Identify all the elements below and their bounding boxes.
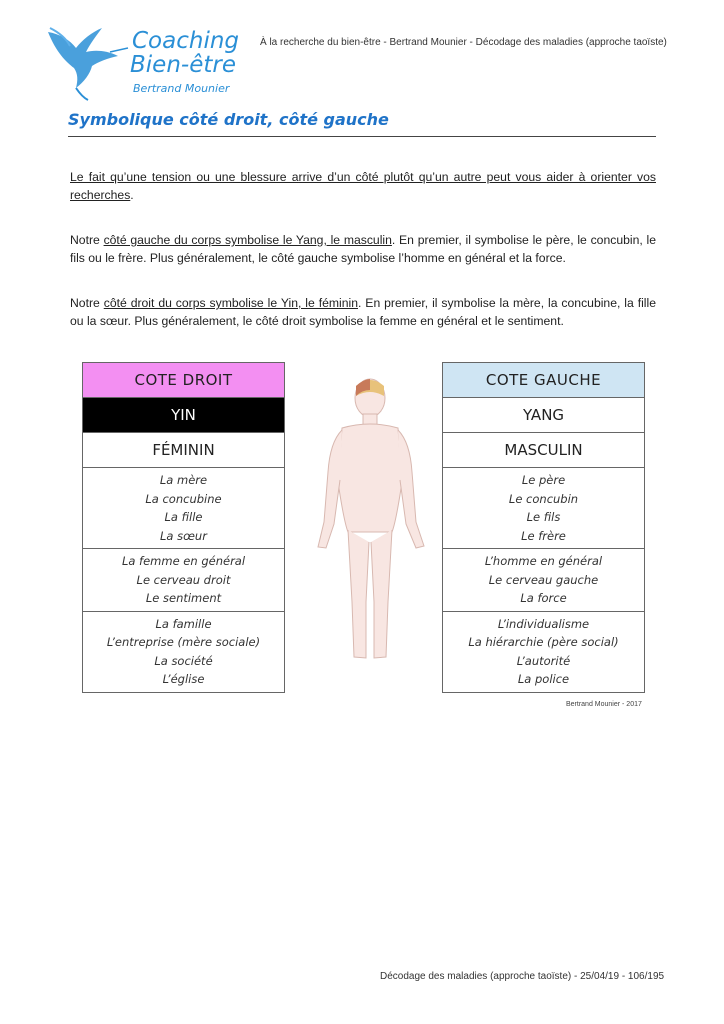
left-side-underlined: côté gauche du corps symbolise le Yang, le masculin <box>103 233 392 247</box>
list-item: La sœur <box>160 528 207 543</box>
table-principle-yang: YANG <box>443 398 644 433</box>
list-item: L’individualisme <box>497 616 590 631</box>
list-item: Le frère <box>521 528 566 543</box>
logo-text-coaching: Coaching <box>132 28 240 54</box>
table-gender-masculin: MASCULIN <box>443 433 644 468</box>
list-item: Le cerveau droit <box>136 572 231 587</box>
list-item: La fille <box>164 510 203 524</box>
table-group-family-roles <box>443 468 644 549</box>
running-header: À la recherche du bien-être - Bertrand Mounier - Décodage des maladies (approche taoïste) <box>260 37 667 48</box>
table-cote-gauche <box>442 362 645 693</box>
list-item: La famille <box>155 616 212 631</box>
list-item: L’homme en général <box>484 554 603 568</box>
list-item: La police <box>517 672 570 686</box>
list-item: L’autorité <box>516 653 571 668</box>
page-title: Symbolique côté droit, côté gauche <box>68 110 389 129</box>
table-group-general <box>443 549 644 612</box>
hummingbird-icon <box>40 22 130 102</box>
list-item: L’église <box>162 672 205 686</box>
table-group-social <box>83 612 284 692</box>
table-group-social <box>443 612 644 692</box>
page-footer: Décodage des maladies (approche taoïste) - 25/04/19 - 106/195 <box>380 971 665 982</box>
logo-text-author: Bertrand Mounier <box>133 82 230 95</box>
list-item: Le sentiment <box>145 591 222 605</box>
logo-text-bien-etre: Bien-être <box>130 52 236 78</box>
table-header-droit: COTE DROIT <box>83 363 284 398</box>
list-item: La société <box>154 653 213 668</box>
right-side-underlined: côté droit du corps symbolise le Yin, le féminin <box>103 296 358 310</box>
list-item: La femme en général <box>121 554 246 568</box>
title-divider <box>68 136 656 137</box>
table-group-family-roles <box>83 468 284 549</box>
list-item: Le cerveau gauche <box>488 572 599 587</box>
list-item: La hiérarchie (père social) <box>468 635 619 649</box>
list-item: Le concubin <box>508 491 579 506</box>
list-item: La force <box>520 591 567 605</box>
right-side-prefix: Notre <box>70 296 104 310</box>
list-item: La concubine <box>145 491 222 506</box>
table-principle-yin: YIN <box>83 398 284 433</box>
list-item: La mère <box>159 473 208 487</box>
table-cote-droit <box>82 362 285 693</box>
logo <box>40 22 250 102</box>
list-item: L’entreprise (mère sociale) <box>106 635 261 649</box>
paragraph-right-side <box>70 294 656 330</box>
paragraph-intro <box>70 168 656 204</box>
intro-period: . <box>130 188 134 202</box>
left-side-text: . En premier, il symbolise le père, le concubin, le fils ou le frère. Plus généralement, le côté gauche symbolise l’homme en général et la force. <box>70 233 656 265</box>
list-item: Le père <box>521 473 566 487</box>
table-header-gauche: COTE GAUCHE <box>443 363 644 398</box>
paragraph-left-side <box>70 231 656 267</box>
table-group-general <box>83 549 284 612</box>
table-gender-feminin: FÉMININ <box>83 433 284 468</box>
list-item: Le fils <box>526 510 561 524</box>
right-side-text: . En premier, il symbolise la mère, la concubine, la fille ou la sœur. Plus généralement, le côté droit symbolise la femme en général et le sentiment. <box>70 296 656 328</box>
figure-credit: Bertrand Mounier - 2017 <box>566 701 642 708</box>
intro-underlined: Le fait qu’une tension ou une blessure arrive d’un côté plutôt qu’un autre peut vous aider à orienter vos recherches <box>70 170 656 202</box>
left-side-prefix: Notre <box>70 233 104 247</box>
human-body-figure <box>300 372 440 672</box>
